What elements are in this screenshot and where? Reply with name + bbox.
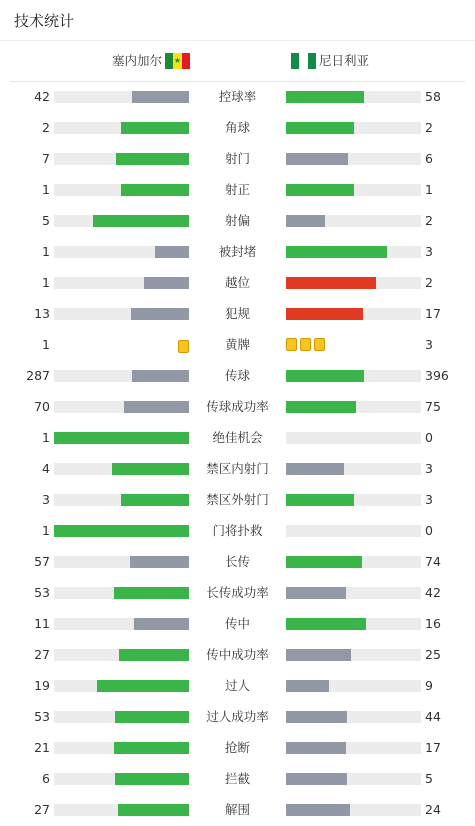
stat-row xyxy=(0,645,475,665)
away-bar-track xyxy=(286,804,421,816)
away-bar-track xyxy=(286,308,421,320)
stat-row xyxy=(0,211,475,231)
home-bar-fill xyxy=(132,370,189,382)
stat-label: 长传 xyxy=(224,554,250,569)
home-team-name: 塞内加尔 xyxy=(111,53,162,68)
stat-row xyxy=(0,738,475,758)
home-value: 7 xyxy=(42,151,50,166)
home-value: 5 xyxy=(42,213,50,228)
away-bar-fill xyxy=(286,587,346,599)
stat-label: 过人 xyxy=(224,678,250,693)
home-bar-fill xyxy=(54,525,189,537)
away-bar-fill xyxy=(286,556,362,568)
away-value: 3 xyxy=(425,337,433,352)
stat-row xyxy=(0,769,475,789)
away-bar-fill xyxy=(286,122,354,134)
away-bar-track xyxy=(286,618,421,630)
home-value: 19 xyxy=(34,678,50,693)
away-yellow-cards xyxy=(286,338,325,352)
home-bar-track xyxy=(54,91,189,103)
stat-row xyxy=(0,397,475,417)
away-bar-track xyxy=(286,587,421,599)
stat-row xyxy=(0,304,475,324)
stat-row xyxy=(0,335,475,355)
away-bar-track xyxy=(286,680,421,692)
home-bar-fill xyxy=(121,494,189,506)
away-value: 3 xyxy=(425,461,433,476)
away-bar-fill xyxy=(286,494,354,506)
away-bar-fill xyxy=(286,804,350,816)
away-bar-fill xyxy=(286,463,344,475)
away-bar-fill xyxy=(286,401,356,413)
away-bar-fill xyxy=(286,91,364,103)
home-bar-fill xyxy=(144,277,189,289)
away-bar-fill xyxy=(286,711,347,723)
stat-row xyxy=(0,273,475,293)
stat-row xyxy=(0,242,475,262)
home-bar-track xyxy=(54,432,189,444)
home-value: 4 xyxy=(42,461,50,476)
away-bar-fill xyxy=(286,742,346,754)
yellow-card-icon xyxy=(286,338,297,351)
home-bar-track xyxy=(54,556,189,568)
home-value: 1 xyxy=(42,337,50,352)
stat-label: 黄牌 xyxy=(224,337,250,352)
away-value: 2 xyxy=(425,213,433,228)
home-bar-track xyxy=(54,277,189,289)
away-bar-track xyxy=(286,649,421,661)
away-bar-track xyxy=(286,153,421,165)
home-value: 42 xyxy=(34,89,50,104)
page-title: 技术统计 xyxy=(14,12,75,30)
away-bar-track xyxy=(286,184,421,196)
stat-label: 角球 xyxy=(224,120,250,135)
away-value: 396 xyxy=(425,368,449,383)
home-value: 6 xyxy=(42,771,50,786)
away-bar-track xyxy=(286,277,421,289)
home-bar-track xyxy=(54,618,189,630)
home-bar-fill xyxy=(132,91,189,103)
home-bar-fill xyxy=(121,122,189,134)
away-bar-track xyxy=(286,432,421,444)
home-bar-fill xyxy=(134,618,189,630)
yellow-card-icon xyxy=(314,338,325,351)
nigeria-flag-icon xyxy=(291,53,316,69)
away-value: 2 xyxy=(425,120,433,135)
away-value: 44 xyxy=(425,709,441,724)
away-bar-fill xyxy=(286,370,364,382)
home-bar-fill xyxy=(118,804,189,816)
home-value: 1 xyxy=(42,244,50,259)
yellow-card-icon xyxy=(178,340,189,353)
away-bar-track xyxy=(286,742,421,754)
home-yellow-cards xyxy=(178,338,189,352)
stat-label: 射门 xyxy=(224,151,250,166)
stat-label: 传中成功率 xyxy=(206,647,269,662)
away-bar-fill xyxy=(286,308,363,320)
home-bar-track xyxy=(54,494,189,506)
home-value: 2 xyxy=(42,120,50,135)
home-bar-fill xyxy=(114,742,189,754)
away-value: 58 xyxy=(425,89,441,104)
stat-row xyxy=(0,180,475,200)
home-value: 1 xyxy=(42,523,50,538)
away-value: 24 xyxy=(425,802,441,817)
away-value: 74 xyxy=(425,554,441,569)
stat-label: 长传成功率 xyxy=(206,585,269,600)
home-bar-fill xyxy=(112,463,189,475)
home-value: 27 xyxy=(34,802,50,817)
home-bar-fill xyxy=(130,556,189,568)
home-value: 1 xyxy=(42,182,50,197)
away-team-name: 尼日利亚 xyxy=(319,53,370,68)
home-bar-fill xyxy=(116,153,189,165)
stat-label: 过人成功率 xyxy=(206,709,269,724)
away-value: 1 xyxy=(425,182,433,197)
home-bar-track xyxy=(54,370,189,382)
home-value: 13 xyxy=(34,306,50,321)
away-value: 3 xyxy=(425,492,433,507)
away-value: 9 xyxy=(425,678,433,693)
away-bar-track xyxy=(286,122,421,134)
stat-row xyxy=(0,800,475,820)
away-bar-track xyxy=(286,246,421,258)
home-bar-track xyxy=(54,153,189,165)
away-value: 16 xyxy=(425,616,441,631)
away-value: 0 xyxy=(425,430,433,445)
home-bar-track xyxy=(54,246,189,258)
stat-label: 解围 xyxy=(224,802,250,817)
senegal-flag-icon: ★ xyxy=(165,53,190,69)
home-bar-track xyxy=(54,525,189,537)
home-value: 21 xyxy=(34,740,50,755)
home-bar-fill xyxy=(124,401,189,413)
away-bar-fill xyxy=(286,246,387,258)
home-bar-track xyxy=(54,308,189,320)
stat-row xyxy=(0,707,475,727)
away-value: 2 xyxy=(425,275,433,290)
home-bar-fill xyxy=(121,184,189,196)
title-divider xyxy=(0,40,475,41)
home-value: 287 xyxy=(26,368,50,383)
home-bar-track xyxy=(54,215,189,227)
away-bar-track xyxy=(286,773,421,785)
stat-label: 传球成功率 xyxy=(206,399,269,414)
home-bar-track xyxy=(54,184,189,196)
home-value: 3 xyxy=(42,492,50,507)
stat-label: 传中 xyxy=(224,616,250,631)
away-value: 5 xyxy=(425,771,433,786)
stat-row xyxy=(0,366,475,386)
stat-label: 绝佳机会 xyxy=(212,430,263,445)
stat-row xyxy=(0,118,475,138)
stat-label: 禁区内射门 xyxy=(206,461,269,476)
away-bar-fill xyxy=(286,184,354,196)
away-bar-track xyxy=(286,401,421,413)
away-bar-fill xyxy=(286,215,325,227)
stat-label: 拦截 xyxy=(224,771,250,786)
away-bar-fill xyxy=(286,277,376,289)
home-bar-fill xyxy=(93,215,189,227)
yellow-card-icon xyxy=(300,338,311,351)
home-value: 1 xyxy=(42,430,50,445)
stat-row xyxy=(0,428,475,448)
stat-row xyxy=(0,459,475,479)
away-bar-fill xyxy=(286,773,347,785)
away-value: 42 xyxy=(425,585,441,600)
stat-row xyxy=(0,676,475,696)
home-bar-fill xyxy=(97,680,189,692)
home-value: 57 xyxy=(34,554,50,569)
home-value: 53 xyxy=(34,709,50,724)
home-bar-track xyxy=(54,401,189,413)
away-bar-fill xyxy=(286,618,366,630)
away-bar-track xyxy=(286,525,421,537)
stat-row xyxy=(0,583,475,603)
away-value: 3 xyxy=(425,244,433,259)
away-bar-track xyxy=(286,556,421,568)
home-value: 53 xyxy=(34,585,50,600)
stat-row xyxy=(0,614,475,634)
home-bar-fill xyxy=(115,773,189,785)
home-bar-track xyxy=(54,711,189,723)
away-value: 75 xyxy=(425,399,441,414)
stat-row xyxy=(0,521,475,541)
stat-label: 射正 xyxy=(224,182,250,197)
away-bar-track xyxy=(286,463,421,475)
stat-label: 被封堵 xyxy=(218,244,257,259)
away-bar-fill xyxy=(286,649,351,661)
stat-row xyxy=(0,149,475,169)
home-bar-fill xyxy=(119,649,189,661)
away-bar-fill xyxy=(286,153,348,165)
stat-label: 越位 xyxy=(224,275,250,290)
away-value: 17 xyxy=(425,740,441,755)
away-bar-track xyxy=(286,370,421,382)
stat-label: 犯规 xyxy=(224,306,250,321)
home-bar-fill xyxy=(54,432,189,444)
away-bar-track xyxy=(286,711,421,723)
away-bar-track xyxy=(286,494,421,506)
stat-label: 门将扑救 xyxy=(212,523,263,538)
home-value: 11 xyxy=(34,616,50,631)
stat-label: 禁区外射门 xyxy=(206,492,269,507)
away-bar-track xyxy=(286,215,421,227)
home-bar-track xyxy=(54,649,189,661)
home-bar-track xyxy=(54,680,189,692)
home-value: 27 xyxy=(34,647,50,662)
stat-label: 射偏 xyxy=(224,213,250,228)
stat-label: 抢断 xyxy=(224,740,250,755)
stat-label: 控球率 xyxy=(218,89,257,104)
home-bar-track xyxy=(54,587,189,599)
home-bar-fill xyxy=(155,246,189,258)
stat-row xyxy=(0,490,475,510)
home-bar-track xyxy=(54,804,189,816)
home-bar-fill xyxy=(131,308,189,320)
home-bar-track xyxy=(54,463,189,475)
home-bar-fill xyxy=(114,587,189,599)
stat-row xyxy=(0,552,475,572)
away-value: 17 xyxy=(425,306,441,321)
home-bar-track xyxy=(54,773,189,785)
away-bar-track xyxy=(286,91,421,103)
home-value: 1 xyxy=(42,275,50,290)
stat-row xyxy=(0,87,475,107)
stat-label: 传球 xyxy=(224,368,250,383)
away-value: 25 xyxy=(425,647,441,662)
away-value: 6 xyxy=(425,151,433,166)
home-bar-fill xyxy=(115,711,189,723)
home-bar-track xyxy=(54,742,189,754)
home-bar-track xyxy=(54,122,189,134)
away-bar-fill xyxy=(286,680,329,692)
teams-header xyxy=(0,52,475,70)
away-value: 0 xyxy=(425,523,433,538)
teams-divider xyxy=(10,81,465,82)
home-value: 70 xyxy=(34,399,50,414)
